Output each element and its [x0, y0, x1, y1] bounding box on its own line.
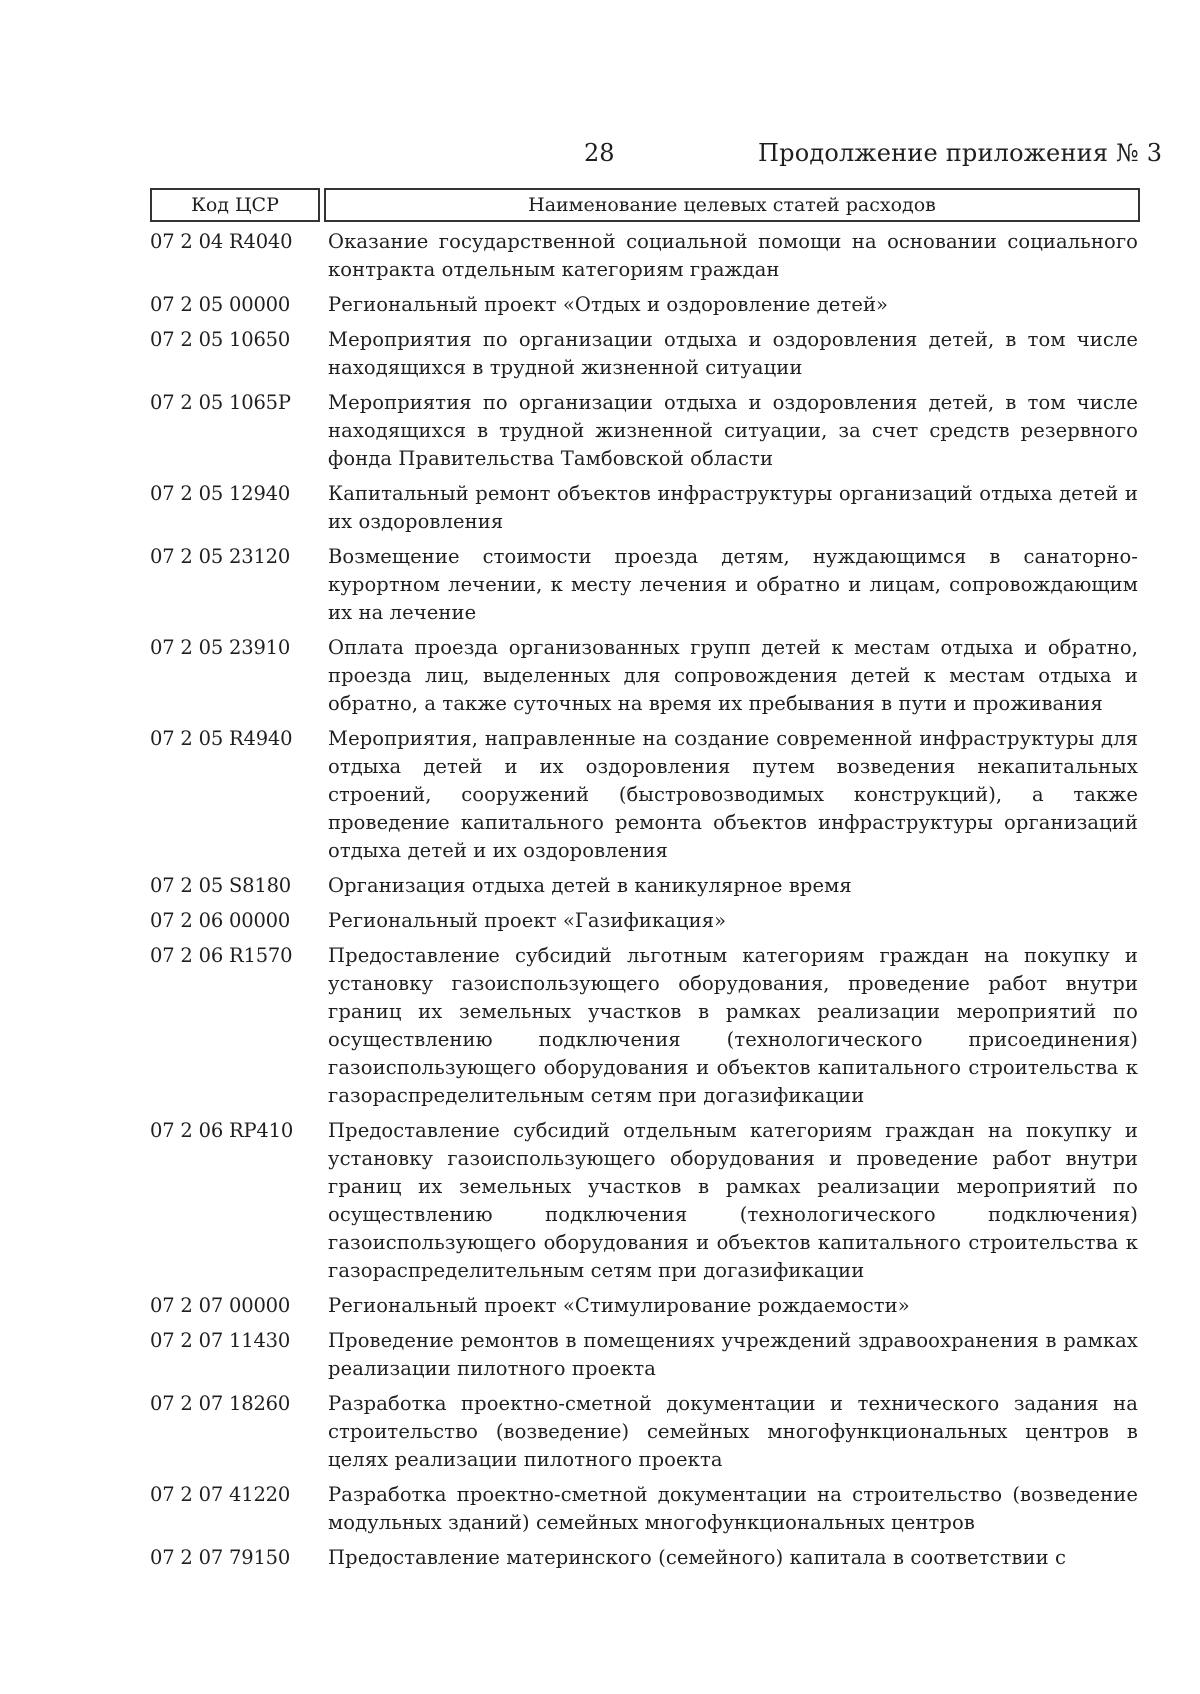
row-code: 07 2 04 R4040: [150, 230, 293, 253]
table-row: [150, 480, 1140, 536]
row-code: 07 2 05 23120: [150, 545, 291, 568]
table-row: [150, 228, 1140, 284]
row-code: 07 2 05 10650: [150, 328, 291, 351]
row-code: 07 2 06 RP410: [150, 1119, 294, 1142]
row-name: Оказание государственной социальной помощи на основании социального контракта отдельным категориям граждан: [328, 230, 1138, 281]
row-name: Мероприятия по организации отдыха и оздоровления детей, в том числе находящихся в трудной жизненной ситуации, за счет средств резервного фонда Правительства Тамбовской области: [328, 391, 1138, 470]
table-row: [150, 1544, 1140, 1572]
expense-table-body: [150, 228, 1140, 1579]
row-name: Предоставление материнского (семейного) капитала в соответствии с: [328, 1546, 1067, 1569]
row-code: 07 2 05 S8180: [150, 874, 292, 897]
page-number: 28: [584, 139, 615, 167]
row-code: 07 2 05 1065P: [150, 391, 291, 414]
table-header: [150, 188, 1140, 222]
row-name: Оплата проезда организованных групп детей к местам отдыха и обратно, проезда лиц, выделенных для сопровождения детей к местам отдыха и обратно, а также суточных на время их пребывания в пути и проживания: [328, 636, 1138, 715]
table-row: [150, 291, 1140, 319]
row-name: Мероприятия по организации отдыха и оздоровления детей, в том числе находящихся в трудной жизненной ситуации: [328, 328, 1138, 379]
row-name: Возмещение стоимости проезда детям, нуждающимся в санаторно-курортном лечении, к месту лечения и обратно и лицам, сопровождающим их на лечение: [328, 545, 1138, 624]
header-code-column: Код ЦСР: [150, 188, 320, 222]
row-name: Региональный проект «Отдых и оздоровление детей»: [328, 293, 889, 316]
row-code: 07 2 05 R4940: [150, 727, 293, 750]
row-name: Региональный проект «Стимулирование рождаемости»: [328, 1294, 910, 1317]
continuation-title: Продолжение приложения № 3: [758, 139, 1163, 167]
table-row: [150, 725, 1140, 865]
table-row: [150, 1292, 1140, 1320]
table-row: [150, 634, 1140, 718]
table-row: [150, 942, 1140, 1110]
row-name: Проведение ремонтов в помещениях учреждений здравоохранения в рамках реализации пилотного проекта: [328, 1329, 1138, 1380]
row-name: Разработка проектно-сметной документации и технического задания на строительство (возведение) семейных многофункциональных центров в целях реализации пилотного проекта: [328, 1392, 1138, 1471]
row-name: Капитальный ремонт объектов инфраструктуры организаций отдыха детей и их оздоровления: [328, 482, 1138, 533]
table-row: [150, 326, 1140, 382]
row-code: 07 2 07 00000: [150, 1294, 291, 1317]
row-name: Региональный проект «Газификация»: [328, 909, 727, 932]
table-row: [150, 872, 1140, 900]
row-code: 07 2 06 R1570: [150, 944, 293, 967]
row-name: Организация отдыха детей в каникулярное время: [328, 874, 852, 897]
table-row: [150, 1117, 1140, 1285]
row-name: Предоставление субсидий отдельным категориям граждан на покупку и установку газоиспользующего оборудования и проведение работ внутри границ их земельных участков в рамках реализации мероприятий по осуществлению подключения (технологического подключения) газоиспользующего оборудования и объектов капитального строительства к газораспределительным сетям при догазификации: [328, 1119, 1138, 1282]
row-code: 07 2 05 23910: [150, 636, 291, 659]
row-code: 07 2 05 12940: [150, 482, 291, 505]
table-row: [150, 1390, 1140, 1474]
row-code: 07 2 07 18260: [150, 1392, 291, 1415]
row-name: Предоставление субсидий льготным категориям граждан на покупку и установку газоиспользующего оборудования, проведение работ внутри границ их земельных участков в рамках реализации мероприятий по осуществлению подключения (технологического присоединения) газоиспользующего оборудования и объектов капитального строительства к газораспределительным сетям при догазификации: [328, 944, 1138, 1107]
row-name: Мероприятия, направленные на создание современной инфраструктуры для отдыха детей и их оздоровления путем возведения некапитальных строений, сооружений (быстровозводимых конструкций), а также проведение капитального ремонта объектов инфраструктуры организаций отдыха детей и их оздоровления: [328, 727, 1138, 862]
row-name: Разработка проектно-сметной документации на строительство (возведение модульных зданий) семейных многофункциональных центров: [328, 1483, 1138, 1534]
table-row: [150, 1327, 1140, 1383]
row-code: 07 2 06 00000: [150, 909, 291, 932]
row-code: 07 2 07 41220: [150, 1483, 291, 1506]
row-code: 07 2 07 79150: [150, 1546, 291, 1569]
table-row: [150, 907, 1140, 935]
table-row: [150, 543, 1140, 627]
row-code: 07 2 07 11430: [150, 1329, 291, 1352]
row-code: 07 2 05 00000: [150, 293, 291, 316]
header-name-column: Наименование целевых статей расходов: [324, 188, 1140, 222]
table-row: [150, 389, 1140, 473]
table-row: [150, 1481, 1140, 1537]
